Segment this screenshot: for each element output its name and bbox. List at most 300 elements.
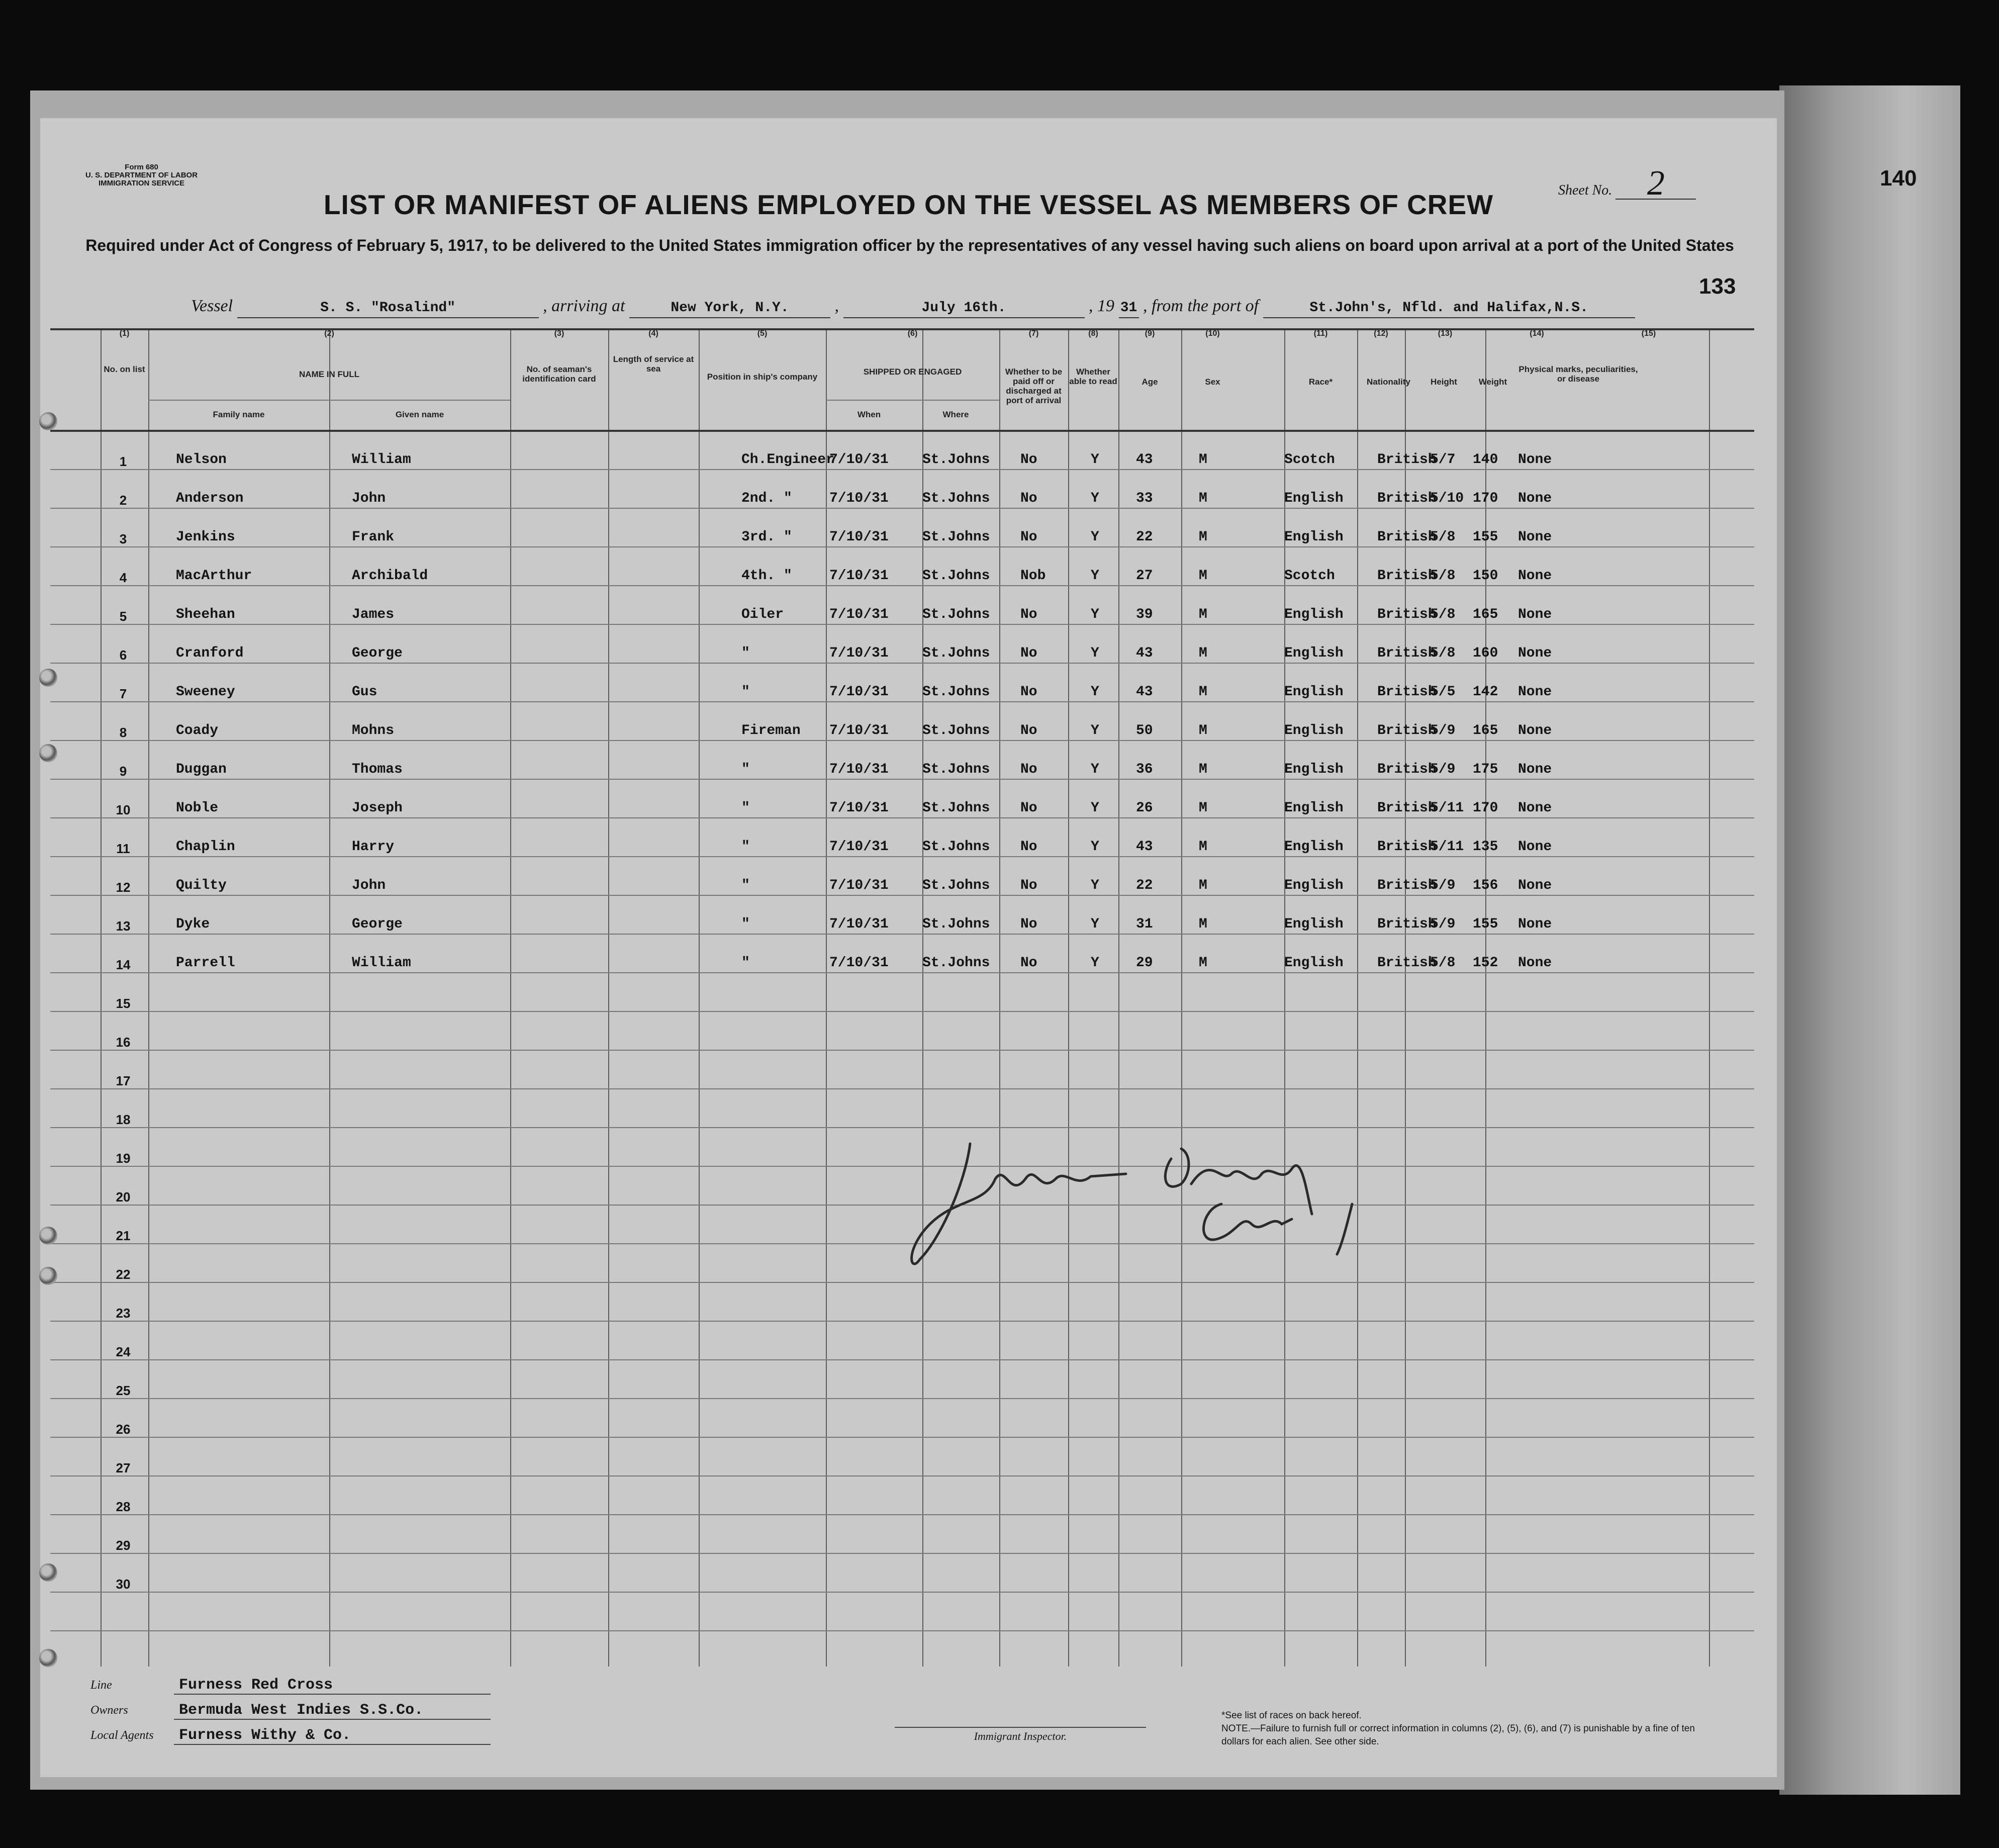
cell-weight: 160 [1473, 645, 1498, 661]
line-value: Furness Red Cross [174, 1677, 491, 1695]
row-rule [50, 1243, 1754, 1244]
column-number: (4) [648, 329, 658, 338]
column-number: (7) [1028, 329, 1039, 338]
cell-where: St.Johns [922, 916, 990, 932]
cell-sex: M [1199, 800, 1207, 816]
row-number: 25 [116, 1383, 131, 1398]
binder-hole [39, 1563, 57, 1582]
cell-paid: No [1020, 645, 1037, 661]
row-rule [50, 585, 1754, 586]
cell-when: 7/10/31 [829, 878, 889, 893]
cell-weight: 165 [1473, 723, 1498, 738]
cell-family: Sweeney [176, 684, 235, 700]
cell-when: 7/10/31 [829, 684, 889, 700]
cell-height: 5/9 [1430, 878, 1456, 893]
cell-height: 5/7 [1430, 452, 1456, 468]
row-number: 14 [116, 957, 131, 972]
cell-position: Ch.Engineer [741, 452, 834, 468]
column-number: (8) [1088, 329, 1098, 338]
cell-sex: M [1199, 645, 1207, 661]
page-subtitle: Required under Act of Congress of February 5, 1917, to be delivered to the United States immigration officer by the representatives of any vessel having such aliens on board upon arrival at a port of the United States [85, 236, 1734, 254]
header-shipped: SHIPPED OR ENGAGED [863, 367, 962, 377]
column-number: (1) [119, 329, 130, 338]
cell-race: English [1284, 723, 1344, 738]
header-length-service: Length of service at sea [613, 354, 694, 374]
cell-given: Mohns [352, 723, 395, 738]
cell-race: English [1284, 878, 1344, 893]
header-sex: Sex [1205, 377, 1220, 387]
cell-height: 5/11 [1430, 839, 1464, 855]
column-divider [1709, 329, 1710, 1667]
cell-paid: No [1020, 955, 1037, 971]
owners-field [90, 1702, 491, 1720]
row-number: 18 [116, 1112, 131, 1127]
cell-paid: No [1020, 529, 1037, 545]
cell-nationality: British [1377, 491, 1437, 506]
cell-height: 5/8 [1430, 568, 1456, 584]
header-weight: Weight [1478, 377, 1507, 387]
cell-race: English [1284, 645, 1344, 661]
cell-paid: No [1020, 452, 1037, 468]
row-number: 8 [119, 725, 127, 740]
cell-weight: 142 [1473, 684, 1498, 700]
cell-given: Archibald [352, 568, 428, 584]
cell-marks: None [1518, 568, 1552, 584]
cell-height: 5/8 [1430, 529, 1456, 545]
cell-paid: Nob [1020, 568, 1046, 584]
cell-given: Gus [352, 684, 377, 700]
cell-sex: M [1199, 491, 1207, 506]
row-rule [50, 1321, 1754, 1322]
cell-family: Noble [176, 800, 219, 816]
cell-read: Y [1091, 491, 1099, 506]
cell-nationality: British [1377, 762, 1437, 777]
inspector-line: Immigrant Inspector. [895, 1727, 1146, 1743]
sheet-number-value: 2 [1615, 168, 1696, 200]
cell-weight: 155 [1473, 916, 1498, 932]
column-number: (5) [757, 329, 768, 338]
row-rule [50, 508, 1754, 509]
binder-hole [39, 1227, 57, 1245]
cell-sex: M [1199, 762, 1207, 777]
form-notes [1221, 1709, 1714, 1748]
vessel-name: S. S. "Rosalind" [237, 299, 539, 318]
cell-paid: No [1020, 723, 1037, 738]
cell-sex: M [1199, 955, 1207, 971]
owners-value: Bermuda West Indies S.S.Co. [174, 1702, 491, 1720]
header-no-on-list: No. on list [104, 364, 145, 374]
cell-weight: 135 [1473, 839, 1498, 855]
cell-race: English [1284, 607, 1344, 622]
column-number: (13) [1438, 329, 1453, 338]
cell-race: English [1284, 684, 1344, 700]
row-number: 15 [116, 996, 131, 1011]
cell-read: Y [1091, 607, 1099, 622]
cell-marks: None [1518, 762, 1552, 777]
cell-nationality: British [1377, 684, 1437, 700]
column-divider [329, 329, 330, 1667]
stamped-page-number: 133 [1699, 274, 1736, 299]
cell-sex: M [1199, 916, 1207, 932]
cell-read: Y [1091, 916, 1099, 932]
cell-read: Y [1091, 800, 1099, 816]
cell-weight: 175 [1473, 762, 1498, 777]
row-number: 11 [116, 841, 130, 856]
row-rule [50, 856, 1754, 857]
row-number: 28 [116, 1499, 131, 1514]
row-rule [50, 1437, 1754, 1438]
row-rule [50, 1475, 1754, 1476]
cell-where: St.Johns [922, 839, 990, 855]
cell-race: English [1284, 491, 1344, 506]
cell-when: 7/10/31 [829, 762, 889, 777]
cell-marks: None [1518, 607, 1552, 622]
cell-nationality: British [1377, 955, 1437, 971]
arrival-port: New York, N.Y. [629, 299, 830, 318]
row-number: 30 [116, 1577, 131, 1592]
cell-position: " [741, 955, 750, 971]
cell-weight: 170 [1473, 491, 1498, 506]
row-rule [50, 1011, 1754, 1012]
row-rule [50, 624, 1754, 625]
header-where: Where [942, 410, 969, 419]
cell-height: 5/5 [1430, 684, 1456, 700]
row-number: 13 [116, 918, 131, 934]
adjacent-page-edge [1779, 85, 1960, 1795]
cell-race: English [1284, 800, 1344, 816]
row-number: 3 [119, 531, 127, 546]
cell-race: English [1284, 762, 1344, 777]
cell-read: Y [1091, 955, 1099, 971]
row-number: 29 [116, 1538, 131, 1553]
binder-hole [39, 669, 57, 687]
cell-height: 5/9 [1430, 723, 1456, 738]
cell-age: 43 [1136, 452, 1153, 468]
year-suffix: 31 [1119, 299, 1139, 318]
row-number: 19 [116, 1151, 131, 1166]
top-rule [50, 328, 1754, 330]
cell-age: 22 [1136, 878, 1153, 893]
agents-value: Furness Withy & Co. [174, 1727, 491, 1745]
cell-age: 50 [1136, 723, 1153, 738]
column-number: (15) [1641, 329, 1656, 338]
vessel-label: Vessel [191, 297, 233, 315]
departure-port: St.John's, Nfld. and Halifax,N.S. [1263, 299, 1635, 318]
line-label: Line [90, 1679, 112, 1692]
binder-hole [39, 744, 57, 762]
cell-paid: No [1020, 878, 1037, 893]
cell-nationality: British [1377, 916, 1437, 932]
row-rule [50, 972, 1754, 973]
cell-where: St.Johns [922, 723, 990, 738]
cell-height: 5/10 [1430, 491, 1464, 506]
cell-height: 5/8 [1430, 645, 1456, 661]
cell-position: " [741, 839, 750, 855]
form-number: Form 680 [125, 163, 158, 171]
cell-given: John [352, 491, 386, 506]
cell-position: Oiler [741, 607, 784, 622]
row-number: 20 [116, 1189, 131, 1205]
cell-position: 4th. " [741, 568, 792, 584]
cell-given: George [352, 645, 403, 661]
row-rule [50, 701, 1754, 702]
arrival-date: July 16th. [843, 299, 1085, 318]
header-race: Race* [1308, 377, 1333, 387]
cell-marks: None [1518, 878, 1552, 893]
cell-position: " [741, 916, 750, 932]
cell-nationality: British [1377, 529, 1437, 545]
cell-family: Duggan [176, 762, 227, 777]
cell-age: 27 [1136, 568, 1153, 584]
cell-race: English [1284, 839, 1344, 855]
cell-marks: None [1518, 839, 1552, 855]
from-label: , from the port of [1143, 297, 1259, 315]
row-number: 16 [116, 1035, 131, 1050]
binder-hole [39, 1267, 57, 1285]
column-divider [1118, 329, 1119, 1667]
cell-read: Y [1091, 684, 1099, 700]
name-subheader-rule [148, 400, 510, 401]
header-height: Height [1431, 377, 1457, 387]
cell-nationality: British [1377, 723, 1437, 738]
cell-read: Y [1091, 452, 1099, 468]
header-able-read: Whether able to read [1069, 367, 1117, 386]
cell-where: St.Johns [922, 452, 990, 468]
column-divider [101, 329, 102, 1667]
cell-nationality: British [1377, 645, 1437, 661]
cell-paid: No [1020, 684, 1037, 700]
column-number: (2) [324, 329, 334, 338]
cell-height: 5/9 [1430, 762, 1456, 777]
row-number: 22 [116, 1267, 131, 1282]
cell-given: John [352, 878, 386, 893]
cell-height: 5/8 [1430, 607, 1456, 622]
column-number: (10) [1205, 329, 1220, 338]
cell-position: Fireman [741, 723, 801, 738]
cell-marks: None [1518, 723, 1552, 738]
header-nationality: Nationality [1367, 377, 1410, 387]
header-family-name: Family name [213, 410, 265, 419]
row-number: 23 [116, 1306, 131, 1321]
owners-label: Owners [90, 1704, 128, 1717]
cell-family: MacArthur [176, 568, 252, 584]
cell-given: Frank [352, 529, 395, 545]
inspector-signature [910, 1124, 1387, 1274]
cell-height: 5/8 [1430, 955, 1456, 971]
cell-age: 39 [1136, 607, 1153, 622]
cell-marks: None [1518, 529, 1552, 545]
cell-when: 7/10/31 [829, 955, 889, 971]
cell-sex: M [1199, 568, 1207, 584]
row-number: 10 [116, 802, 131, 817]
cell-age: 29 [1136, 955, 1153, 971]
column-number: (3) [554, 329, 564, 338]
cell-when: 7/10/31 [829, 723, 889, 738]
cell-given: James [352, 607, 395, 622]
cell-nationality: British [1377, 839, 1437, 855]
shipped-subheader-rule [826, 400, 999, 401]
cell-age: 43 [1136, 839, 1153, 855]
row-number: 2 [119, 493, 127, 508]
sheet-number-label: Sheet No. [1558, 182, 1612, 198]
column-divider [1357, 329, 1358, 1667]
cell-family: Sheehan [176, 607, 235, 622]
cell-given: William [352, 955, 411, 971]
row-rule [50, 1630, 1754, 1631]
row-rule [50, 663, 1754, 664]
cell-age: 31 [1136, 916, 1153, 932]
cell-age: 33 [1136, 491, 1153, 506]
row-rule [50, 934, 1754, 935]
column-number: (6) [907, 329, 918, 338]
row-number: 4 [119, 570, 127, 585]
row-rule [50, 1398, 1754, 1399]
cell-weight: 165 [1473, 607, 1498, 622]
column-divider [1181, 329, 1182, 1667]
cell-height: 5/11 [1430, 800, 1464, 816]
cell-when: 7/10/31 [829, 568, 889, 584]
agents-label: Local Agents [90, 1729, 154, 1742]
cell-family: Jenkins [176, 529, 235, 545]
cell-weight: 150 [1473, 568, 1498, 584]
column-divider [699, 329, 700, 1667]
cell-weight: 155 [1473, 529, 1498, 545]
row-rule [50, 1592, 1754, 1593]
cell-family: Chaplin [176, 839, 235, 855]
row-number: 7 [119, 686, 127, 701]
cell-sex: M [1199, 529, 1207, 545]
row-rule [50, 779, 1754, 780]
cell-where: St.Johns [922, 645, 990, 661]
cell-when: 7/10/31 [829, 800, 889, 816]
cell-weight: 156 [1473, 878, 1498, 893]
cell-read: Y [1091, 645, 1099, 661]
cell-given: Joseph [352, 800, 403, 816]
cell-given: Harry [352, 839, 395, 855]
column-number: (14) [1530, 329, 1544, 338]
cell-paid: No [1020, 607, 1037, 622]
department-name: U. S. DEPARTMENT OF LABOR [85, 171, 198, 179]
row-number: 17 [116, 1073, 131, 1088]
row-rule [50, 1553, 1754, 1554]
cell-paid: No [1020, 800, 1037, 816]
agents-field [90, 1727, 491, 1745]
cell-given: Thomas [352, 762, 403, 777]
header-given-name: Given name [395, 410, 444, 419]
cell-family: Parrell [176, 955, 235, 971]
cell-paid: No [1020, 762, 1037, 777]
year-prefix: , 19 [1089, 297, 1114, 315]
cell-family: Cranford [176, 645, 244, 661]
cell-position: " [741, 762, 750, 777]
cell-sex: M [1199, 723, 1207, 738]
column-number: (12) [1374, 329, 1388, 338]
row-rule [50, 1359, 1754, 1360]
cell-position: 2nd. " [741, 491, 792, 506]
cell-marks: None [1518, 491, 1552, 506]
row-rule [50, 1050, 1754, 1051]
row-number: 6 [119, 648, 127, 663]
row-rule [50, 740, 1754, 741]
cell-where: St.Johns [922, 568, 990, 584]
penalty-note: NOTE.—Failure to furnish full or correct information in columns (2), (5), (6), and (7) is punishable by a fine of ten dollars for each alien. See other side. [1221, 1723, 1695, 1747]
row-number: 1 [119, 454, 127, 469]
cell-read: Y [1091, 878, 1099, 893]
column-divider [510, 329, 511, 1667]
cell-where: St.Johns [922, 762, 990, 777]
cell-marks: None [1518, 955, 1552, 971]
cell-weight: 152 [1473, 955, 1498, 971]
cell-sex: M [1199, 878, 1207, 893]
column-divider [148, 329, 149, 1667]
row-rule [50, 817, 1754, 818]
arriving-label: , arriving at [543, 297, 625, 315]
cell-marks: None [1518, 684, 1552, 700]
row-number: 26 [116, 1422, 131, 1437]
row-rule [50, 895, 1754, 896]
cell-where: St.Johns [922, 491, 990, 506]
cell-nationality: British [1377, 878, 1437, 893]
cell-weight: 140 [1473, 452, 1498, 468]
cell-race: Scotch [1284, 452, 1335, 468]
cell-race: English [1284, 916, 1344, 932]
cell-paid: No [1020, 839, 1037, 855]
column-divider [826, 329, 827, 1667]
cell-age: 43 [1136, 645, 1153, 661]
header-paid-off: Whether to be paid off or discharged at port of arrival [1005, 367, 1063, 405]
cell-given: George [352, 916, 403, 932]
cell-age: 36 [1136, 762, 1153, 777]
row-number: 27 [116, 1460, 131, 1475]
cell-marks: None [1518, 916, 1552, 932]
cell-race: English [1284, 955, 1344, 971]
row-number: 9 [119, 764, 127, 779]
row-number: 21 [116, 1228, 131, 1243]
row-rule [50, 469, 1754, 470]
row-number: 24 [116, 1344, 131, 1359]
cell-sex: M [1199, 684, 1207, 700]
cell-marks: None [1518, 800, 1552, 816]
cell-read: Y [1091, 568, 1099, 584]
header-rule [50, 430, 1754, 432]
row-rule [50, 1127, 1754, 1128]
cell-where: St.Johns [922, 607, 990, 622]
page-title: LIST OR MANIFEST OF ALIENS EMPLOYED ON THE VESSEL AS MEMBERS OF CREW [323, 189, 1494, 220]
binder-hole [39, 412, 57, 430]
cell-read: Y [1091, 529, 1099, 545]
cell-family: Anderson [176, 491, 244, 506]
cell-race: English [1284, 529, 1344, 545]
cell-when: 7/10/31 [829, 839, 889, 855]
row-rule [50, 1166, 1754, 1167]
form-identifier [85, 163, 198, 188]
cell-where: St.Johns [922, 529, 990, 545]
cell-when: 7/10/31 [829, 529, 889, 545]
cell-when: 7/10/31 [829, 452, 889, 468]
cell-sex: M [1199, 607, 1207, 622]
header-physical: Physical marks, peculiarities, or disease [1518, 364, 1638, 384]
row-rule [50, 1088, 1754, 1089]
cell-given: William [352, 452, 411, 468]
row-number: 12 [116, 880, 131, 895]
cell-height: 5/9 [1430, 916, 1456, 932]
service-name: IMMIGRATION SERVICE [98, 179, 185, 188]
cell-sex: M [1199, 452, 1207, 468]
cell-where: St.Johns [922, 955, 990, 971]
cell-paid: No [1020, 916, 1037, 932]
column-divider [1068, 329, 1069, 1667]
cell-when: 7/10/31 [829, 607, 889, 622]
